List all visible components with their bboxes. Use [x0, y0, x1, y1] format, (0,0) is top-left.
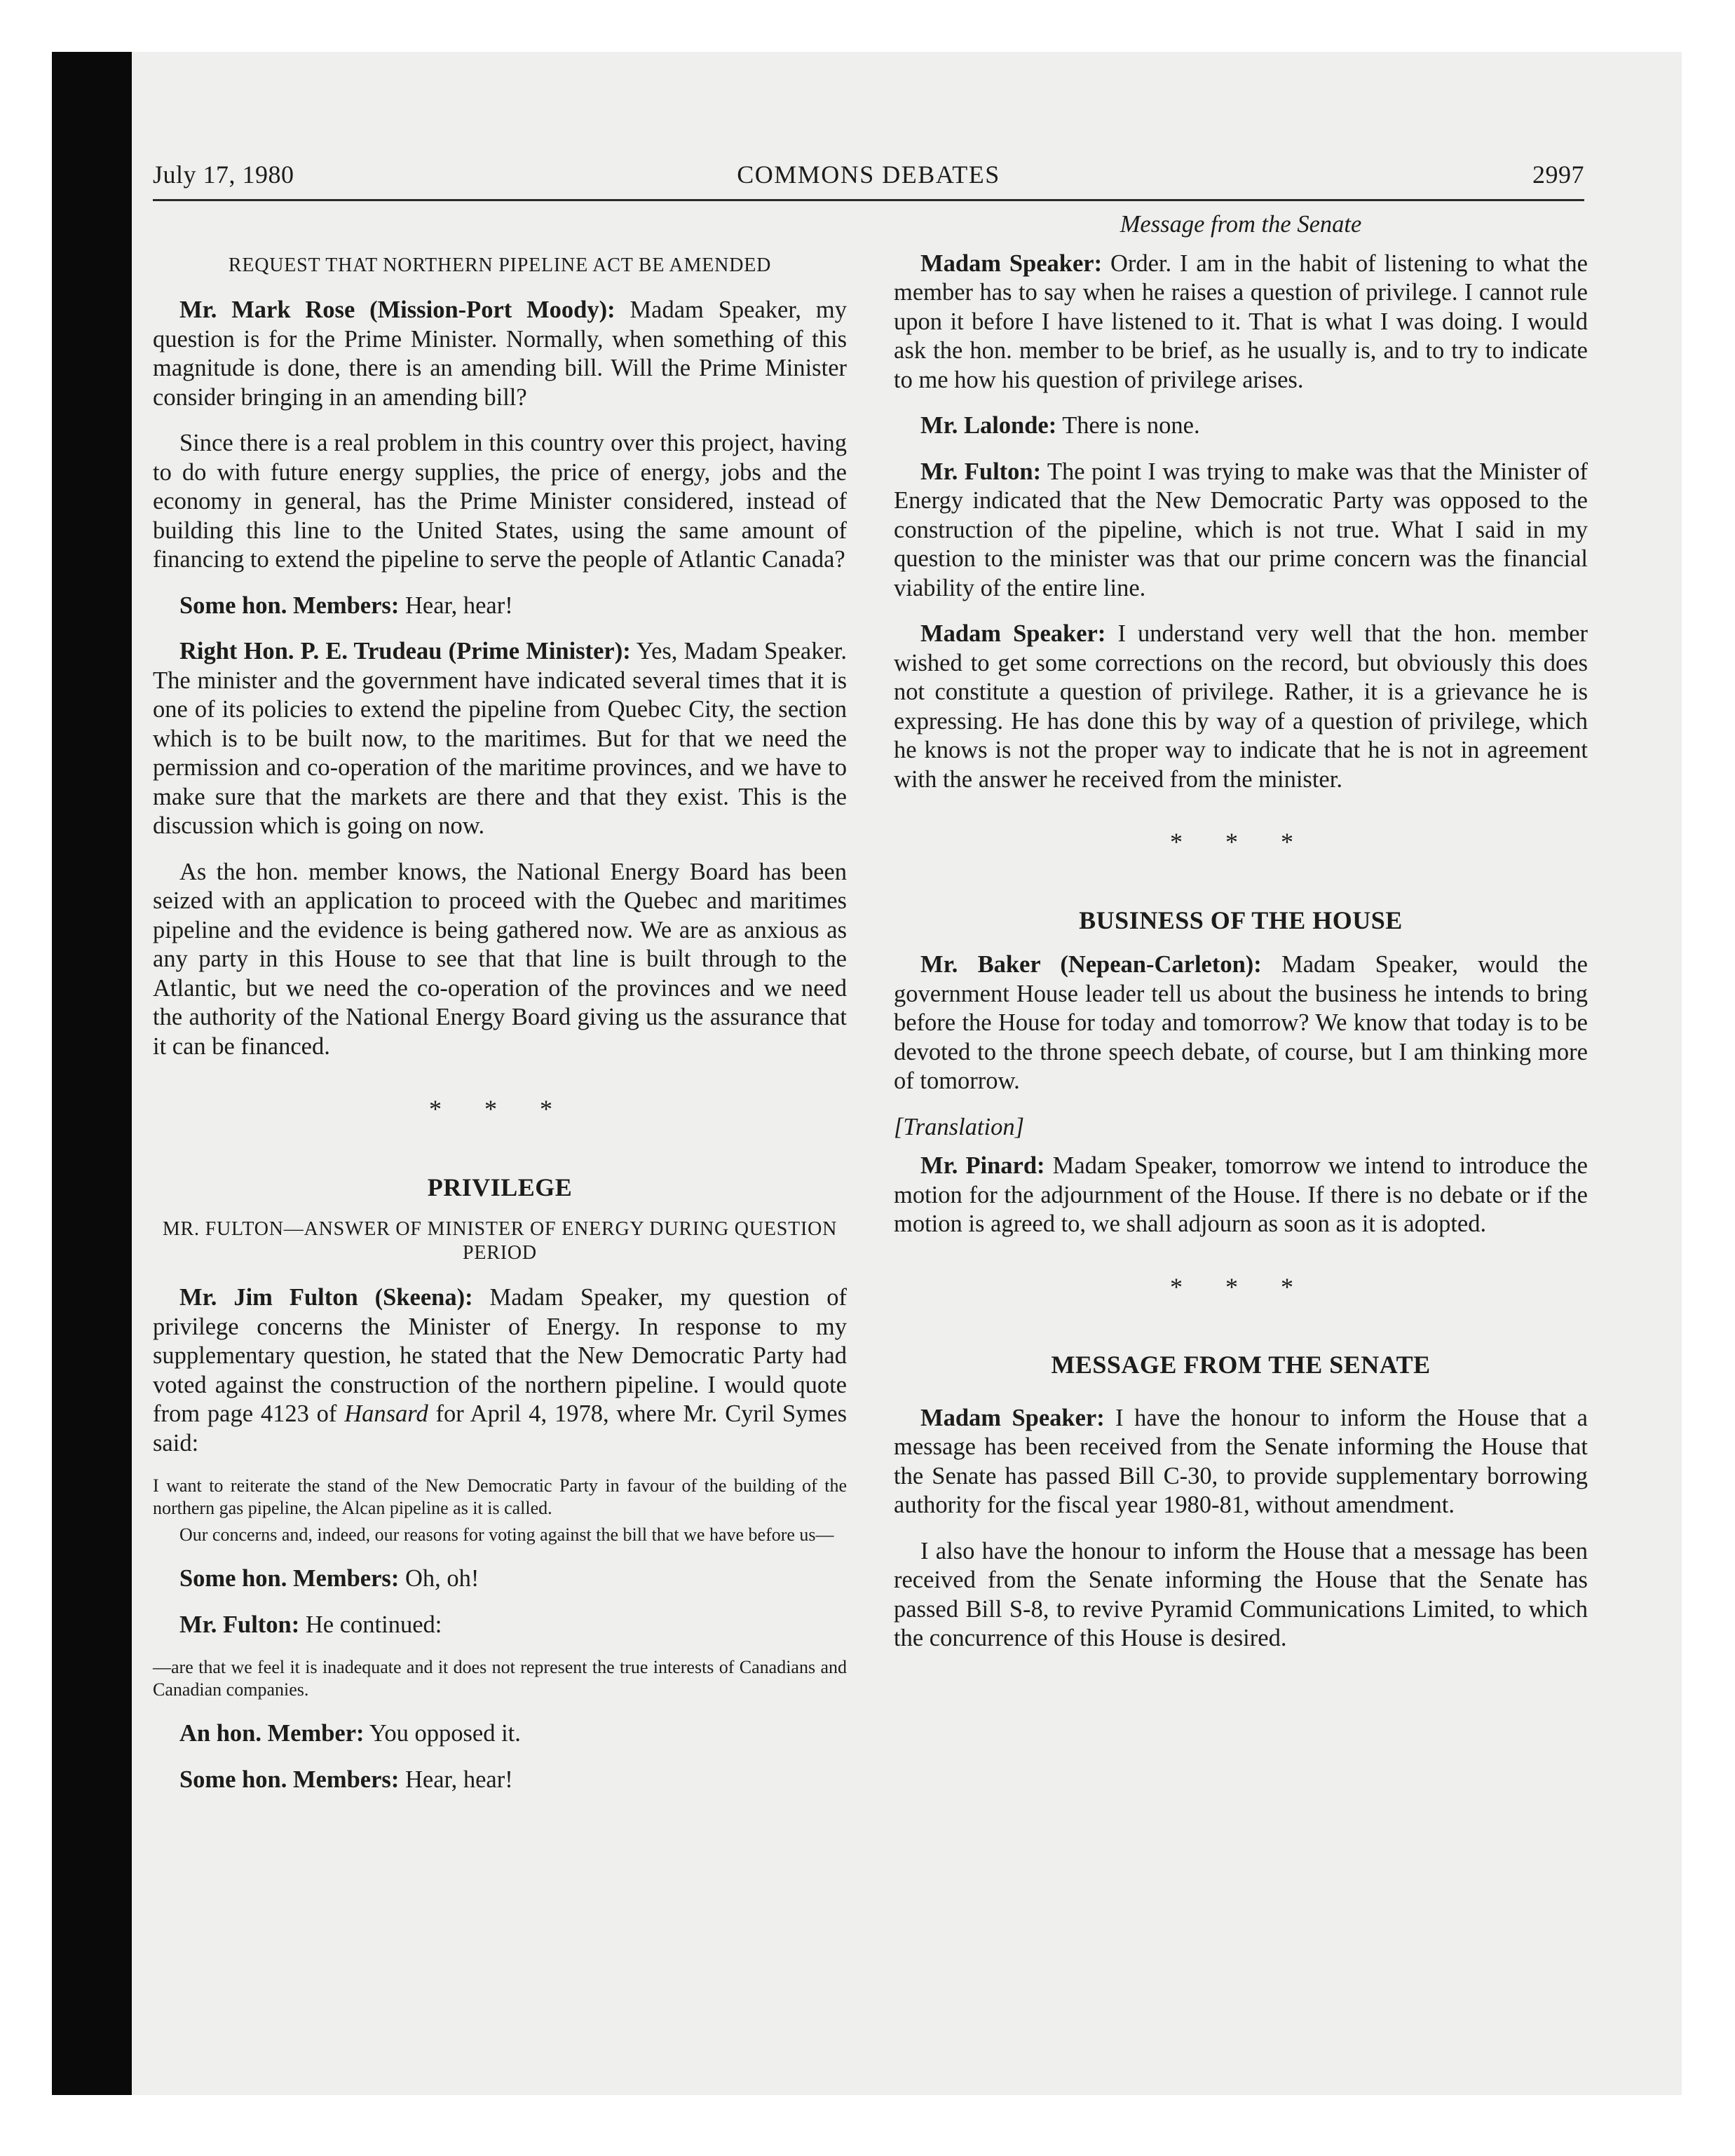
topic-heading: REQUEST THAT NORTHERN PIPELINE ACT BE AMENDED [228, 254, 772, 276]
section-separator: * * * [1170, 828, 1312, 856]
paragraph [153, 592, 847, 621]
paragraph [894, 1152, 1588, 1239]
left-column [153, 210, 847, 1794]
paragraph [894, 950, 1588, 1096]
paragraph [894, 620, 1588, 794]
speech-text: There is none. [1056, 412, 1200, 439]
right-column [894, 210, 1588, 1653]
paragraph [894, 1404, 1588, 1520]
paragraph [894, 250, 1588, 395]
section-separator: * * * [429, 1095, 571, 1123]
paragraph [894, 411, 1588, 441]
speech-text: Hear, hear! [399, 1766, 513, 1793]
speaker-name: Madam Speaker: [920, 250, 1103, 277]
speaker-name: Mr. Pinard: [920, 1152, 1045, 1179]
translation-label: [Translation] [894, 1113, 1024, 1140]
paragraph: As the hon. member knows, the National Energy Board has been seized with an application to proceed with the Quebec and maritimes pipeline and the evidence is being gathered now. We are as anxious as any party in this House to see that that line is built through to the Atlantic, but we need the co-operation of the provinces and we need the authority of the National Energy Board giving us the assurance that it can be financed. [153, 858, 847, 1060]
block-quote: Our concerns and, indeed, our reasons for voting against the bill that we have before us— [179, 1524, 834, 1545]
speaker-name: Mr. Jim Fulton (Skeena): [179, 1284, 473, 1311]
paragraph [153, 1283, 847, 1458]
speaker-name: Some hon. Members: [179, 1565, 400, 1592]
speaker-name: Right Hon. P. E. Trudeau (Prime Minister): [179, 638, 631, 664]
scan-edge-bar [52, 52, 132, 2095]
speech-text: Hear, hear! [399, 592, 513, 619]
paragraph [894, 458, 1588, 603]
speaker-name: Mr. Baker (Nepean-Carleton): [920, 951, 1262, 978]
speaker-name: Mr. Fulton: [179, 1611, 300, 1638]
speaker-name: Some hon. Members: [179, 592, 400, 619]
sub-heading: MR. FULTON—ANSWER OF MINISTER OF ENERGY DURING QUESTION PERIOD [162, 1218, 838, 1264]
block-quote: I want to reiterate the stand of the New Democratic Party in favour of the building of the northern gas pipeline, the Alcan pipeline as it is called. [153, 1475, 847, 1518]
speech-text: You opposed it. [364, 1720, 521, 1747]
hansard-citation: Hansard [344, 1400, 428, 1427]
speaker-name: Mr. Lalonde: [920, 412, 1057, 439]
section-heading: PRIVILEGE [427, 1173, 573, 1201]
translation-marker [894, 1113, 1588, 1142]
speech-text: Madam Speaker, my question is for the Prime Minister. Normally, when something of this magnitude is done, there is an amending bill. Will the Prime Minister consider bringing in an amending bill? [153, 296, 847, 411]
header-page-number: 2997 [1532, 161, 1584, 189]
speaker-name: Mr. Fulton: [920, 458, 1042, 485]
speech-text: Madam Speaker, tomorrow we intend to introduce the motion for the adjournment of the House. If there is no debate or if the motion is agreed to, we shall adjourn as soon as it is adopted. [894, 1152, 1588, 1237]
speech-text: Order. I am in the habit of listening to what the member has to say when he raises a question of privilege. I cannot rule upon it before I have listened to it. That is what I was doing. I would ask the hon. member to be brief, as he usually is, and to try to indicate to me how his question of privilege arises. [894, 250, 1588, 393]
paragraph [153, 1611, 847, 1640]
paragraph [153, 296, 847, 412]
speech-text: Oh, oh! [399, 1565, 479, 1592]
speaker-name: Madam Speaker: [920, 1404, 1105, 1431]
page-header [153, 160, 1584, 201]
paragraph: I also have the honour to inform the House that a message has been received from the Senate informing the House that the Senate has passed Bill S-8, to revive Pyramid Communications Limited, to which the concurrence of this House is desired. [894, 1537, 1588, 1651]
speech-text: I understand very well that the hon. member wished to get some corrections on the record, but obviously this does not constitute a question of privilege. Rather, it is a grievance he is expressing. He has done this by way of a question of privilege, which he knows is not the proper way to indicate that he is not in agreement with the answer he received from the minister. [894, 620, 1588, 793]
speech-text: Madam Speaker, my question of privilege concerns the Minister of Energy. In response to my supplementary question, he stated that the New Democratic Party had voted against the construction of the northern pipeline. I would quote from page 4123 of [153, 1284, 847, 1427]
speech-text: I have the honour to inform the House that a message has been received from the Senate informing the House that the Senate has passed Bill C-30, to provide supplementary borrowing authority for the fiscal year 1980-81, without amendment. [894, 1404, 1588, 1518]
block-quote: —are that we feel it is inadequate and it does not represent the true interests of Canadians and Canadian companies. [153, 1657, 847, 1700]
paragraph [153, 637, 847, 841]
speech-text: The point I was trying to make was that the Minister of Energy indicated that the New Democratic Party was opposed to the construction of the pipeline, which is not true. What I said in my question to the minister was that our prime concern was the financial viability of the entire line. [894, 458, 1588, 601]
paragraph: Since there is a real problem in this country over this project, having to do with future energy supplies, the price of energy, jobs and the economy in general, has the Prime Minister considered, instead of building this line to the United States, using the same amount of financing to extend the pipeline to serve the people of Atlantic Canada? [153, 430, 847, 573]
header-publication: COMMONS DEBATES [737, 161, 1000, 189]
section-heading: BUSINESS OF THE HOUSE [1079, 906, 1403, 934]
speech-text: Yes, Madam Speaker. The minister and the government have indicated several times that it is one of its policies to extend the pipeline from Quebec City, the section which is to be built now, to the maritimes. But for that we need the permission and co-operation of the maritime provinces, and we have to make sure that the markets are there and that they exist. This is the discussion which is going on now. [153, 638, 847, 839]
speaker-name: Mr. Mark Rose (Mission-Port Moody): [179, 296, 615, 323]
speech-text: Madam Speaker, would the government House leader tell us about the business he intends to bring before the House for today and tomorrow? We know that today is to be devoted to the throne speech debate, of course, but I am thinking more of tomorrow. [894, 951, 1588, 1094]
speaker-name: An hon. Member: [179, 1720, 365, 1747]
running-heading: Message from the Senate [1120, 211, 1362, 238]
speaker-name: Madam Speaker: [920, 620, 1106, 647]
header-date: July 17, 1980 [153, 161, 294, 189]
section-separator: * * * [1170, 1272, 1312, 1301]
section-heading: MESSAGE FROM THE SENATE [1051, 1351, 1431, 1379]
speech-text: He continued: [299, 1611, 442, 1638]
paragraph [153, 1766, 847, 1795]
paragraph [153, 1564, 847, 1594]
speaker-name: Some hon. Members: [179, 1766, 400, 1793]
paragraph [153, 1719, 847, 1749]
speech-text: for April 4, 1978, where Mr. Cyril Symes said: [153, 1400, 847, 1456]
